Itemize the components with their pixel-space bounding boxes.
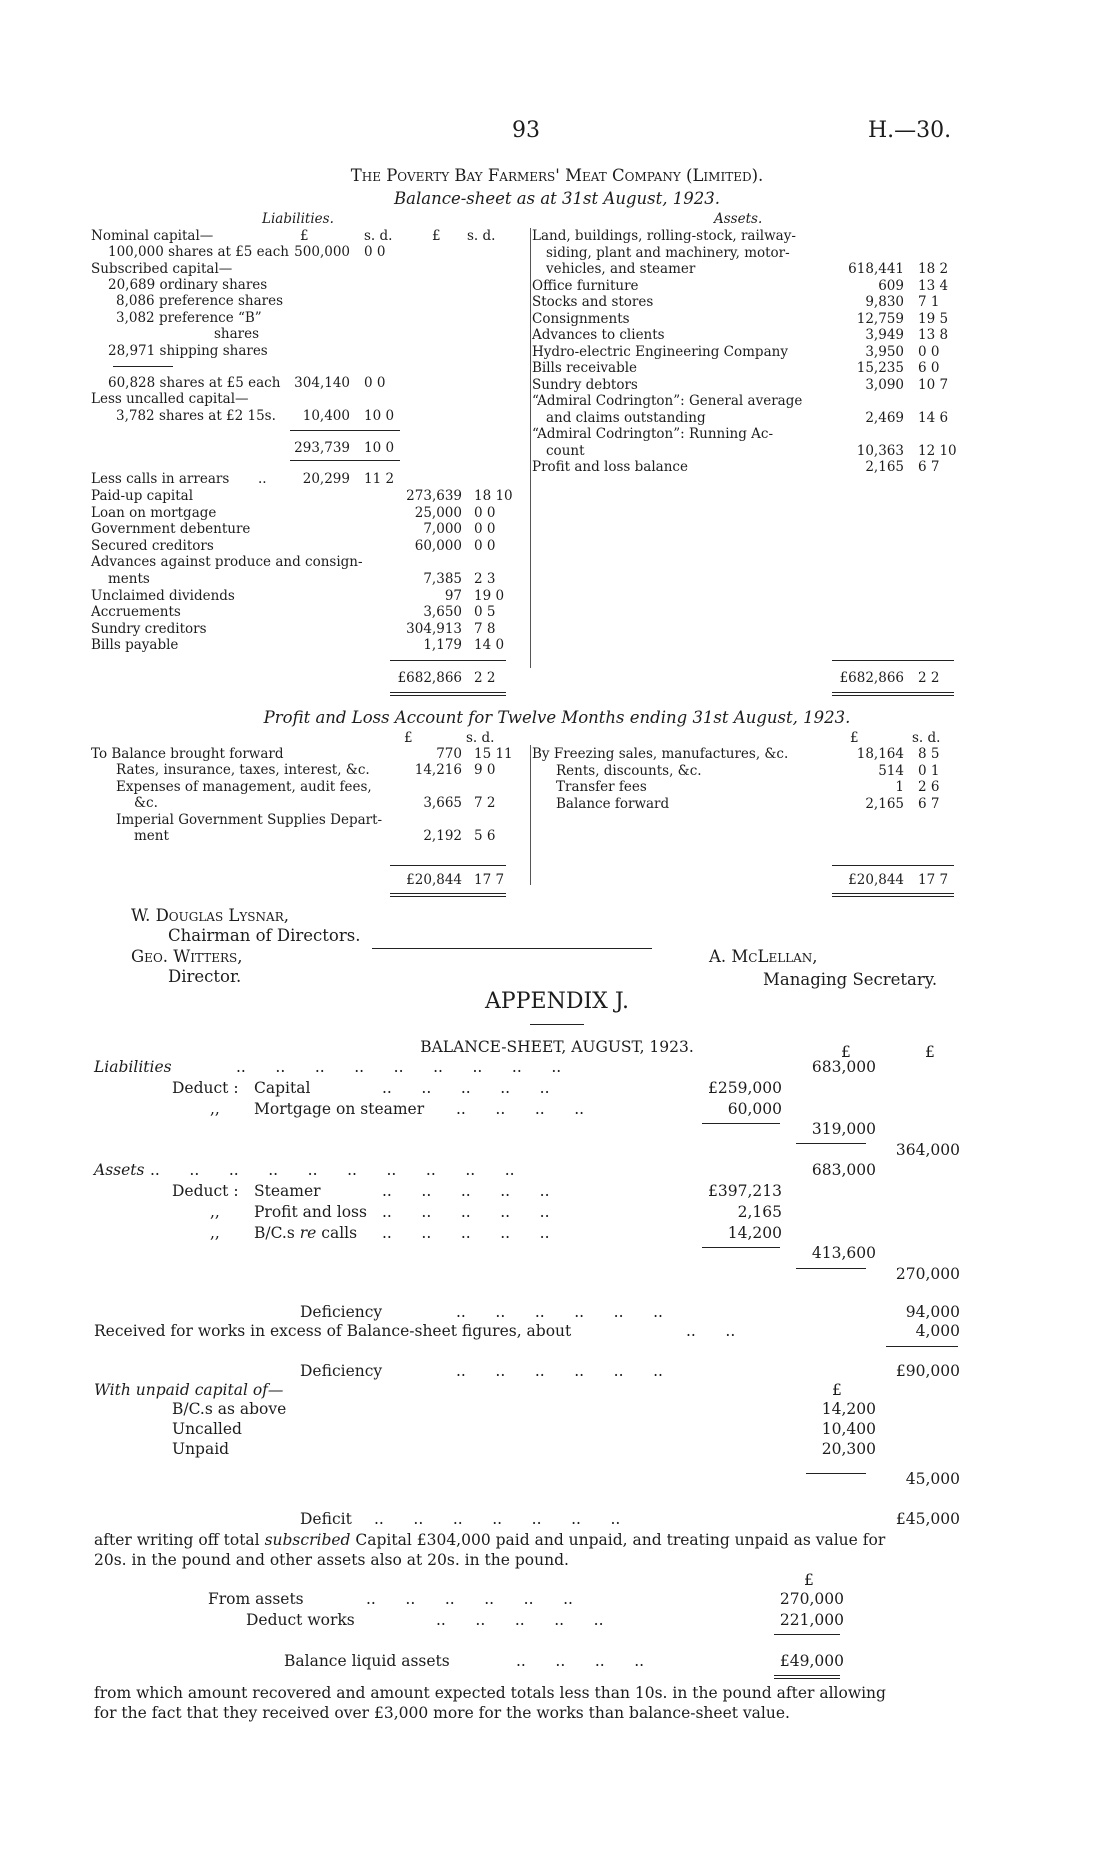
liability-label: Accruements: [91, 604, 181, 621]
company-title: The Poverty Bay Farmers' Meat Company (Limited).: [350, 166, 764, 185]
asset-sd: 6 0: [918, 360, 940, 376]
liability-label: ments: [108, 571, 150, 587]
signature-director-title: Director.: [168, 967, 242, 986]
pl-left-total: £20,844: [406, 872, 462, 888]
subscribed-preference-b: 3,082 preference “B”: [116, 310, 262, 326]
pl-credit-sd: 8 5: [918, 746, 940, 762]
asset-sd: 7 1: [918, 294, 940, 310]
deficit-label: Deficit: [300, 1510, 352, 1528]
pl-credit-value: 2,165: [865, 795, 904, 812]
asset-label: Office furniture: [532, 277, 639, 294]
subscribed-shipping: 28,971 shipping shares: [108, 343, 268, 359]
liability-value: 60,000: [414, 537, 462, 554]
liabilities-heading: Liabilities.: [262, 211, 334, 227]
deficiency-1-value: 94,000: [905, 1303, 960, 1321]
paragraph-2-line-1: from which amount recovered and amount expected totals less than 10s. in the pound after allowing: [94, 1684, 886, 1702]
asset-value: 10,363: [856, 442, 904, 459]
unpaid-item-value: 14,200: [821, 1400, 876, 1418]
liability-sd: 19 0: [474, 587, 505, 604]
paragraph-2-line-2: for the fact that they received over £3,000 more for the works than balance-sheet value.: [94, 1704, 790, 1722]
subscribed-preference-b-shares: shares: [214, 326, 260, 342]
pl-credit-value: 1: [895, 779, 904, 795]
liability-sd: 0 0: [474, 504, 496, 521]
mortgage-label: Mortgage on steamer: [254, 1100, 425, 1118]
liab-sd-col: s. d.: [364, 228, 393, 244]
asset-label: “Admiral Codrington”: Running Ac-: [532, 426, 774, 442]
liab-pound-col-2: £: [432, 228, 441, 244]
subscribed-total-value: 304,140: [294, 375, 350, 391]
assets-leader: .. .. .. .. .. .. .. .. .. ..: [150, 1161, 515, 1179]
deficit-leader: .. .. .. .. .. .. ..: [374, 1510, 621, 1528]
asset-sd: 10 7: [918, 376, 949, 393]
subscribed-ordinary: 20,689 ordinary shares: [108, 277, 268, 293]
liability-label: Sundry creditors: [91, 620, 207, 637]
liability-value: 7,385: [423, 571, 462, 587]
subscribed-total-label: 60,828 shares at £5 each: [108, 375, 281, 391]
asset-sd: 13 8: [918, 327, 949, 343]
balance-sheet-subtitle: Balance-sheet as at 31st August, 1923.: [394, 189, 720, 208]
liability-label: Unclaimed dividends: [91, 587, 235, 604]
profit-loss-ditto: ,,: [210, 1203, 220, 1221]
balance-liquid-leader: .. .. .. ..: [516, 1652, 645, 1670]
asset-value: 618,441: [848, 261, 904, 277]
asset-label: Sundry debtors: [532, 376, 638, 393]
subscribed-total-sd: 0 0: [364, 375, 386, 391]
deficiency-2-leader: .. .. .. .. .. ..: [456, 1362, 663, 1380]
liability-label: Advances against produce and consign-: [91, 554, 363, 571]
paragraph-1-line-1: after writing off total subscribed Capital £304,000 paid and unpaid, and treating unpaid as value for: [94, 1531, 886, 1549]
asset-value: 12,759: [856, 310, 904, 327]
pl-credit-sd: 0 1: [918, 762, 940, 779]
pl-left-total-sd: 17 7: [474, 872, 505, 888]
from-pound-col: £: [804, 1571, 814, 1589]
assets-total-sd: 2 2: [918, 670, 940, 686]
pl-right-total: £20,844: [848, 872, 904, 888]
liabilities-net: 364,000: [895, 1141, 960, 1159]
asset-label: “Admiral Codrington”: General average: [532, 393, 803, 409]
asset-label: vehicles, and steamer: [546, 261, 696, 277]
pl-debit-sd: 15 11: [474, 746, 513, 762]
subscribed-capital-label: Subscribed capital—: [91, 261, 233, 277]
pl-credit-value: 514: [878, 762, 904, 779]
pl-debit-value: 3,665: [423, 795, 462, 811]
liabilities-leader: .. .. .. .. .. .. .. .. ..: [236, 1058, 562, 1076]
pl-debit-value: 2,192: [423, 828, 462, 844]
capital-label: Capital: [254, 1079, 311, 1097]
deficiency-1-leader: .. .. .. .. .. ..: [456, 1303, 663, 1321]
pl-credit-label: Transfer fees: [556, 779, 647, 795]
bc-calls-label: B/C.s re calls: [254, 1224, 358, 1242]
profit-loss-value: 2,165: [737, 1203, 782, 1221]
subtotal-value: 293,739: [294, 440, 350, 456]
mortgage-leader: .. .. .. ..: [456, 1100, 585, 1118]
liability-value: 97: [444, 587, 462, 604]
pl-right-sd-col: s. d.: [912, 730, 941, 746]
capital-value: £259,000: [708, 1079, 782, 1097]
asset-value: 9,830: [865, 294, 904, 310]
asset-label: siding, plant and machinery, motor-: [546, 244, 790, 261]
document-code: H.—30.: [868, 118, 952, 143]
appendix-subtitle: BALANCE-SHEET, AUGUST, 1923.: [420, 1038, 694, 1056]
assets-label: Assets: [94, 1161, 145, 1179]
unpaid-item-value: 10,400: [821, 1420, 876, 1438]
liabilities-subtotal: 319,000: [811, 1120, 876, 1138]
signature-secretary-title: Managing Secretary.: [763, 970, 938, 989]
deduct-works-label: Deduct works: [246, 1611, 355, 1629]
asset-label: Land, buildings, rolling-stock, railway-: [532, 228, 796, 244]
asset-sd: 19 5: [918, 310, 949, 327]
pl-credit-label: Balance forward: [556, 795, 670, 812]
asset-sd: 13 4: [918, 277, 949, 294]
from-assets-label: From assets: [208, 1590, 304, 1608]
assets-value: 683,000: [811, 1161, 876, 1179]
pl-debit-label: Imperial Government Supplies Depart-: [116, 812, 383, 828]
steamer-leader: .. .. .. .. ..: [382, 1182, 550, 1200]
assets-net: 270,000: [895, 1265, 960, 1283]
uncalled-label: Less uncalled capital—: [91, 391, 249, 407]
liability-sd: 18 10: [474, 488, 513, 504]
mortgage-ditto: ,,: [210, 1100, 220, 1118]
bc-calls-leader: .. .. .. .. ..: [382, 1224, 550, 1242]
deficit-value: £45,000: [895, 1510, 960, 1528]
asset-label: count: [546, 442, 585, 459]
liability-value: 3,650: [423, 604, 462, 621]
asset-value: 3,090: [865, 376, 904, 393]
unpaid-item-label: Unpaid: [172, 1440, 230, 1458]
asset-sd: 0 0: [918, 343, 940, 360]
appendix-pound-col-2: £: [925, 1043, 935, 1061]
mortgage-value: 60,000: [727, 1100, 782, 1118]
deficiency-1-label: Deficiency: [300, 1303, 383, 1321]
paragraph-1-line-2: 20s. in the pound and other assets also at 20s. in the pound.: [94, 1551, 569, 1569]
balance-liquid-label: Balance liquid assets: [284, 1652, 450, 1670]
pl-right-pound-col: £: [850, 730, 859, 746]
assets-heading: Assets.: [714, 211, 763, 227]
profit-loss-label: Profit and loss: [254, 1203, 367, 1221]
liability-sd: 0 0: [474, 521, 496, 538]
asset-label: Hydro-electric Engineering Company: [532, 343, 788, 360]
liability-label: Government debenture: [91, 521, 251, 538]
pl-debit-value: 14,216: [414, 762, 462, 778]
deduct-works-value: 221,000: [779, 1611, 844, 1629]
liability-sd: 14 0: [474, 637, 505, 654]
bc-calls-value: 14,200: [727, 1224, 782, 1242]
uncalled-sd: 10 0: [364, 408, 395, 424]
appendix-title: APPENDIX J.: [485, 989, 629, 1014]
liab-sd-col-2: s. d.: [467, 228, 496, 244]
uncalled-shares: 3,782 shares at £2 15s.: [116, 408, 276, 424]
asset-label: and claims outstanding: [546, 409, 706, 426]
pl-debit-sd: 9 0: [474, 762, 496, 778]
pl-credit-value: 18,164: [856, 746, 904, 762]
deduct-steamer-label: Deduct :: [172, 1182, 239, 1200]
unpaid-item-value: 20,300: [821, 1440, 876, 1458]
capital-leader: .. .. .. .. ..: [382, 1079, 550, 1097]
asset-sd: 6 7: [918, 459, 940, 475]
pl-debit-label: To Balance brought forward: [91, 746, 284, 762]
received-leader: .. ..: [686, 1322, 736, 1340]
pl-credit-label: Rents, discounts, &c.: [556, 762, 702, 779]
liabilities-value: 683,000: [811, 1058, 876, 1076]
pl-debit-label: &c.: [134, 795, 158, 811]
pl-debit-label: Expenses of management, audit fees,: [116, 779, 372, 795]
nominal-capital-sd: 0 0: [364, 244, 386, 260]
unpaid-heading: With unpaid capital of—: [94, 1381, 284, 1399]
asset-value: 609: [878, 277, 904, 294]
arrears-sd: 11 2: [364, 471, 395, 487]
steamer-value: £397,213: [708, 1182, 782, 1200]
nominal-capital-label: Nominal capital—: [91, 228, 214, 244]
liability-value: 1,179: [423, 637, 462, 654]
asset-label: Consignments: [532, 310, 630, 327]
liability-sd: 0 5: [474, 604, 496, 621]
liability-label: Paid-up capital: [91, 488, 194, 504]
asset-label: Bills receivable: [532, 360, 638, 376]
assets-subtotal: 413,600: [811, 1244, 876, 1262]
pl-debit-value: 770: [436, 746, 462, 762]
asset-sd: 14 6: [918, 409, 949, 426]
nominal-capital-shares: 100,000 shares at £5 each: [108, 244, 289, 260]
pl-credit-sd: 2 6: [918, 779, 940, 795]
deficiency-2-value: £90,000: [895, 1362, 960, 1380]
from-assets-leader: .. .. .. .. .. ..: [366, 1590, 573, 1608]
received-label: Received for works in excess of Balance-sheet figures, about: [94, 1322, 572, 1340]
liability-label: Loan on mortgage: [91, 504, 217, 521]
from-assets-value: 270,000: [779, 1590, 844, 1608]
uncalled-value: 10,400: [302, 408, 350, 424]
pl-title: Profit and Loss Account for Twelve Months ending 31st August, 1923.: [263, 708, 851, 727]
liabilities-total: £682,866: [397, 670, 462, 686]
arrears-label: Less calls in arrears: [91, 471, 230, 487]
nominal-capital-value: 500,000: [294, 244, 350, 260]
deduct-capital-label: Deduct :: [172, 1079, 239, 1097]
asset-value: 3,950: [865, 343, 904, 360]
liabilities-total-sd: 2 2: [474, 670, 496, 686]
appendix-pound-col-1: £: [841, 1043, 851, 1061]
pl-left-pound-col: £: [404, 730, 413, 746]
liability-value: 25,000: [414, 504, 462, 521]
asset-value: 15,235: [856, 360, 904, 376]
pl-debit-label: ment: [134, 828, 169, 844]
liability-sd: 0 0: [474, 537, 496, 554]
unpaid-item-label: Uncalled: [172, 1420, 242, 1438]
asset-value: 2,165: [865, 459, 904, 475]
page-number: 93: [512, 118, 540, 143]
asset-sd: 12 10: [918, 442, 957, 459]
pl-debit-sd: 7 2: [474, 795, 496, 811]
liability-sd: 7 8: [474, 620, 496, 637]
signature-secretary-name: A. McLellan,: [709, 947, 818, 966]
pl-debit-label: Rates, insurance, taxes, interest, &c.: [116, 762, 370, 778]
pl-credit-sd: 6 7: [918, 795, 940, 812]
pl-debit-sd: 5 6: [474, 828, 496, 844]
asset-label: Stocks and stores: [532, 294, 654, 310]
asset-label: Advances to clients: [532, 327, 665, 343]
deduct-works-leader: .. .. .. .. ..: [436, 1611, 604, 1629]
liability-sd: 2 3: [474, 571, 496, 587]
arrears-value: 20,299: [302, 471, 350, 487]
signature-chairman-name: W. Douglas Lysnar,: [131, 906, 289, 925]
arrears-leader: ..: [258, 471, 267, 487]
unpaid-total: 45,000: [905, 1470, 960, 1488]
unpaid-item-label: B/C.s as above: [172, 1400, 287, 1418]
liabilities-label: Liabilities: [94, 1058, 172, 1076]
subtotal-sd: 10 0: [364, 440, 395, 456]
liability-label: Bills payable: [91, 637, 179, 654]
balance-liquid-value: £49,000: [779, 1652, 844, 1670]
asset-label: Profit and loss balance: [532, 459, 688, 475]
signature-chairman-title: Chairman of Directors.: [168, 926, 361, 945]
steamer-label: Steamer: [254, 1182, 321, 1200]
liab-pound-col: £: [300, 228, 309, 244]
liability-label: Secured creditors: [91, 537, 214, 554]
received-value: 4,000: [915, 1322, 960, 1340]
liability-value: 273,639: [406, 488, 462, 504]
asset-value: 3,949: [865, 327, 904, 343]
pl-right-total-sd: 17 7: [918, 872, 949, 888]
bc-calls-ditto: ,,: [210, 1224, 220, 1242]
liability-value: 304,913: [406, 620, 462, 637]
subscribed-preference: 8,086 preference shares: [116, 293, 284, 309]
asset-value: 2,469: [865, 409, 904, 426]
liability-value: 7,000: [423, 521, 462, 538]
signature-director-name: Geo. Witters,: [131, 947, 243, 966]
deficiency-2-label: Deficiency: [300, 1362, 383, 1380]
pl-credit-label: By Freezing sales, manufactures, &c.: [532, 746, 789, 762]
profit-loss-leader: .. .. .. .. ..: [382, 1203, 550, 1221]
assets-total: £682,866: [839, 670, 904, 686]
unpaid-pound-col: £: [832, 1381, 842, 1399]
asset-sd: 18 2: [918, 261, 949, 277]
pl-left-sd-col: s. d.: [466, 730, 495, 746]
